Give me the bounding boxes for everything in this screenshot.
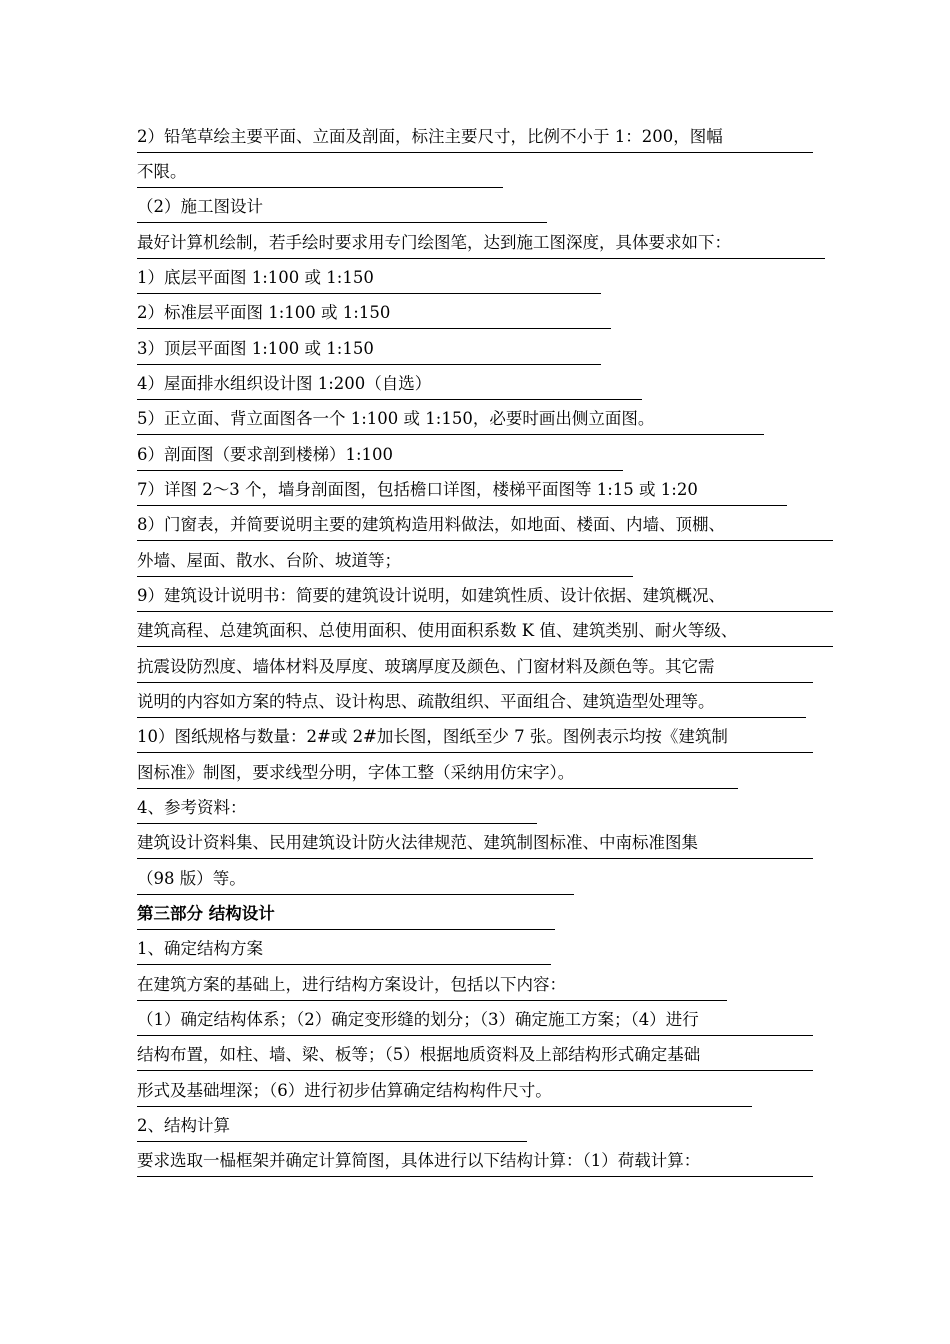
text-line: 结构布置，如柱、墙、梁、板等；（5）根据地质资料及上部结构形式确定基础 <box>137 1044 813 1071</box>
section-heading-structural-calculation: 2、结构计算 <box>137 1115 527 1142</box>
part-title-structural-design: 第三部分 结构设计 <box>137 903 555 930</box>
text-line: 2）铅笔草绘主要平面、立面及剖面，标注主要尺寸，比例不小于 1：200，图幅 <box>137 126 813 153</box>
list-item: 10）图纸规格与数量：2#或 2#加长图，图纸至少 7 张。图例表示均按《建筑制 <box>137 726 813 753</box>
list-item: 5）正立面、背立面图各一个 1:100 或 1:150，必要时画出侧立面图。 <box>137 408 764 435</box>
text-line: 最好计算机绘制，若手绘时要求用专门绘图笔，达到施工图深度，具体要求如下： <box>137 232 825 259</box>
text-line: 在建筑方案的基础上，进行结构方案设计，包括以下内容： <box>137 974 727 1001</box>
text-line: 抗震设防烈度、墙体材料及厚度、玻璃厚度及颜色、门窗材料及颜色等。其它需 <box>137 656 813 683</box>
list-item: 9）建筑设计说明书：简要的建筑设计说明，如建筑性质、设计依据、建筑概况、 <box>137 585 833 612</box>
list-item: 3）顶层平面图 1:100 或 1:150 <box>137 338 601 365</box>
list-item: 1）底层平面图 1:100 或 1:150 <box>137 267 601 294</box>
text-line: （98 版）等。 <box>137 868 574 895</box>
text-line: 图标准》制图，要求线型分明，字体工整（采纳用仿宋字）。 <box>137 762 738 789</box>
list-item: 2）标准层平面图 1:100 或 1:150 <box>137 302 611 329</box>
list-item: 7）详图 2～3 个，墙身剖面图，包括檐口详图，楼梯平面图等 1:15 或 1:20 <box>137 479 787 506</box>
text-line: 不限。 <box>137 161 503 188</box>
list-item: 8）门窗表，并简要说明主要的建筑构造用料做法，如地面、楼面、内墙、顶棚、 <box>137 514 833 541</box>
text-line: 建筑设计资料集、民用建筑设计防火法律规范、建筑制图标准、中南标准图集 <box>137 832 813 859</box>
list-item: 4）屋面排水组织设计图 1:200（自选） <box>137 373 642 400</box>
list-item: （1）确定结构体系；（2）确定变形缝的划分；（3）确定施工方案；（4）进行 <box>137 1009 813 1036</box>
text-line: 外墙、屋面、散水、台阶、坡道等； <box>137 550 633 577</box>
section-heading-construction-drawing: （2）施工图设计 <box>137 196 547 223</box>
section-heading-references: 4、参考资料： <box>137 797 537 824</box>
text-line: 形式及基础埋深；（6）进行初步估算确定结构构件尺寸。 <box>137 1080 752 1107</box>
text-line: 要求选取一榀框架并确定计算简图，具体进行以下结构计算：（1）荷载计算： <box>137 1150 813 1177</box>
list-item: 6）剖面图（要求剖到楼梯）1:100 <box>137 444 623 471</box>
text-line: 说明的内容如方案的特点、设计构思、疏散组织、平面组合、建筑造型处理等。 <box>137 691 806 718</box>
text-line: 建筑高程、总建筑面积、总使用面积、使用面积系数 K 值、建筑类别、耐火等级、 <box>137 620 833 647</box>
section-heading-structural-scheme: 1、确定结构方案 <box>137 938 551 965</box>
